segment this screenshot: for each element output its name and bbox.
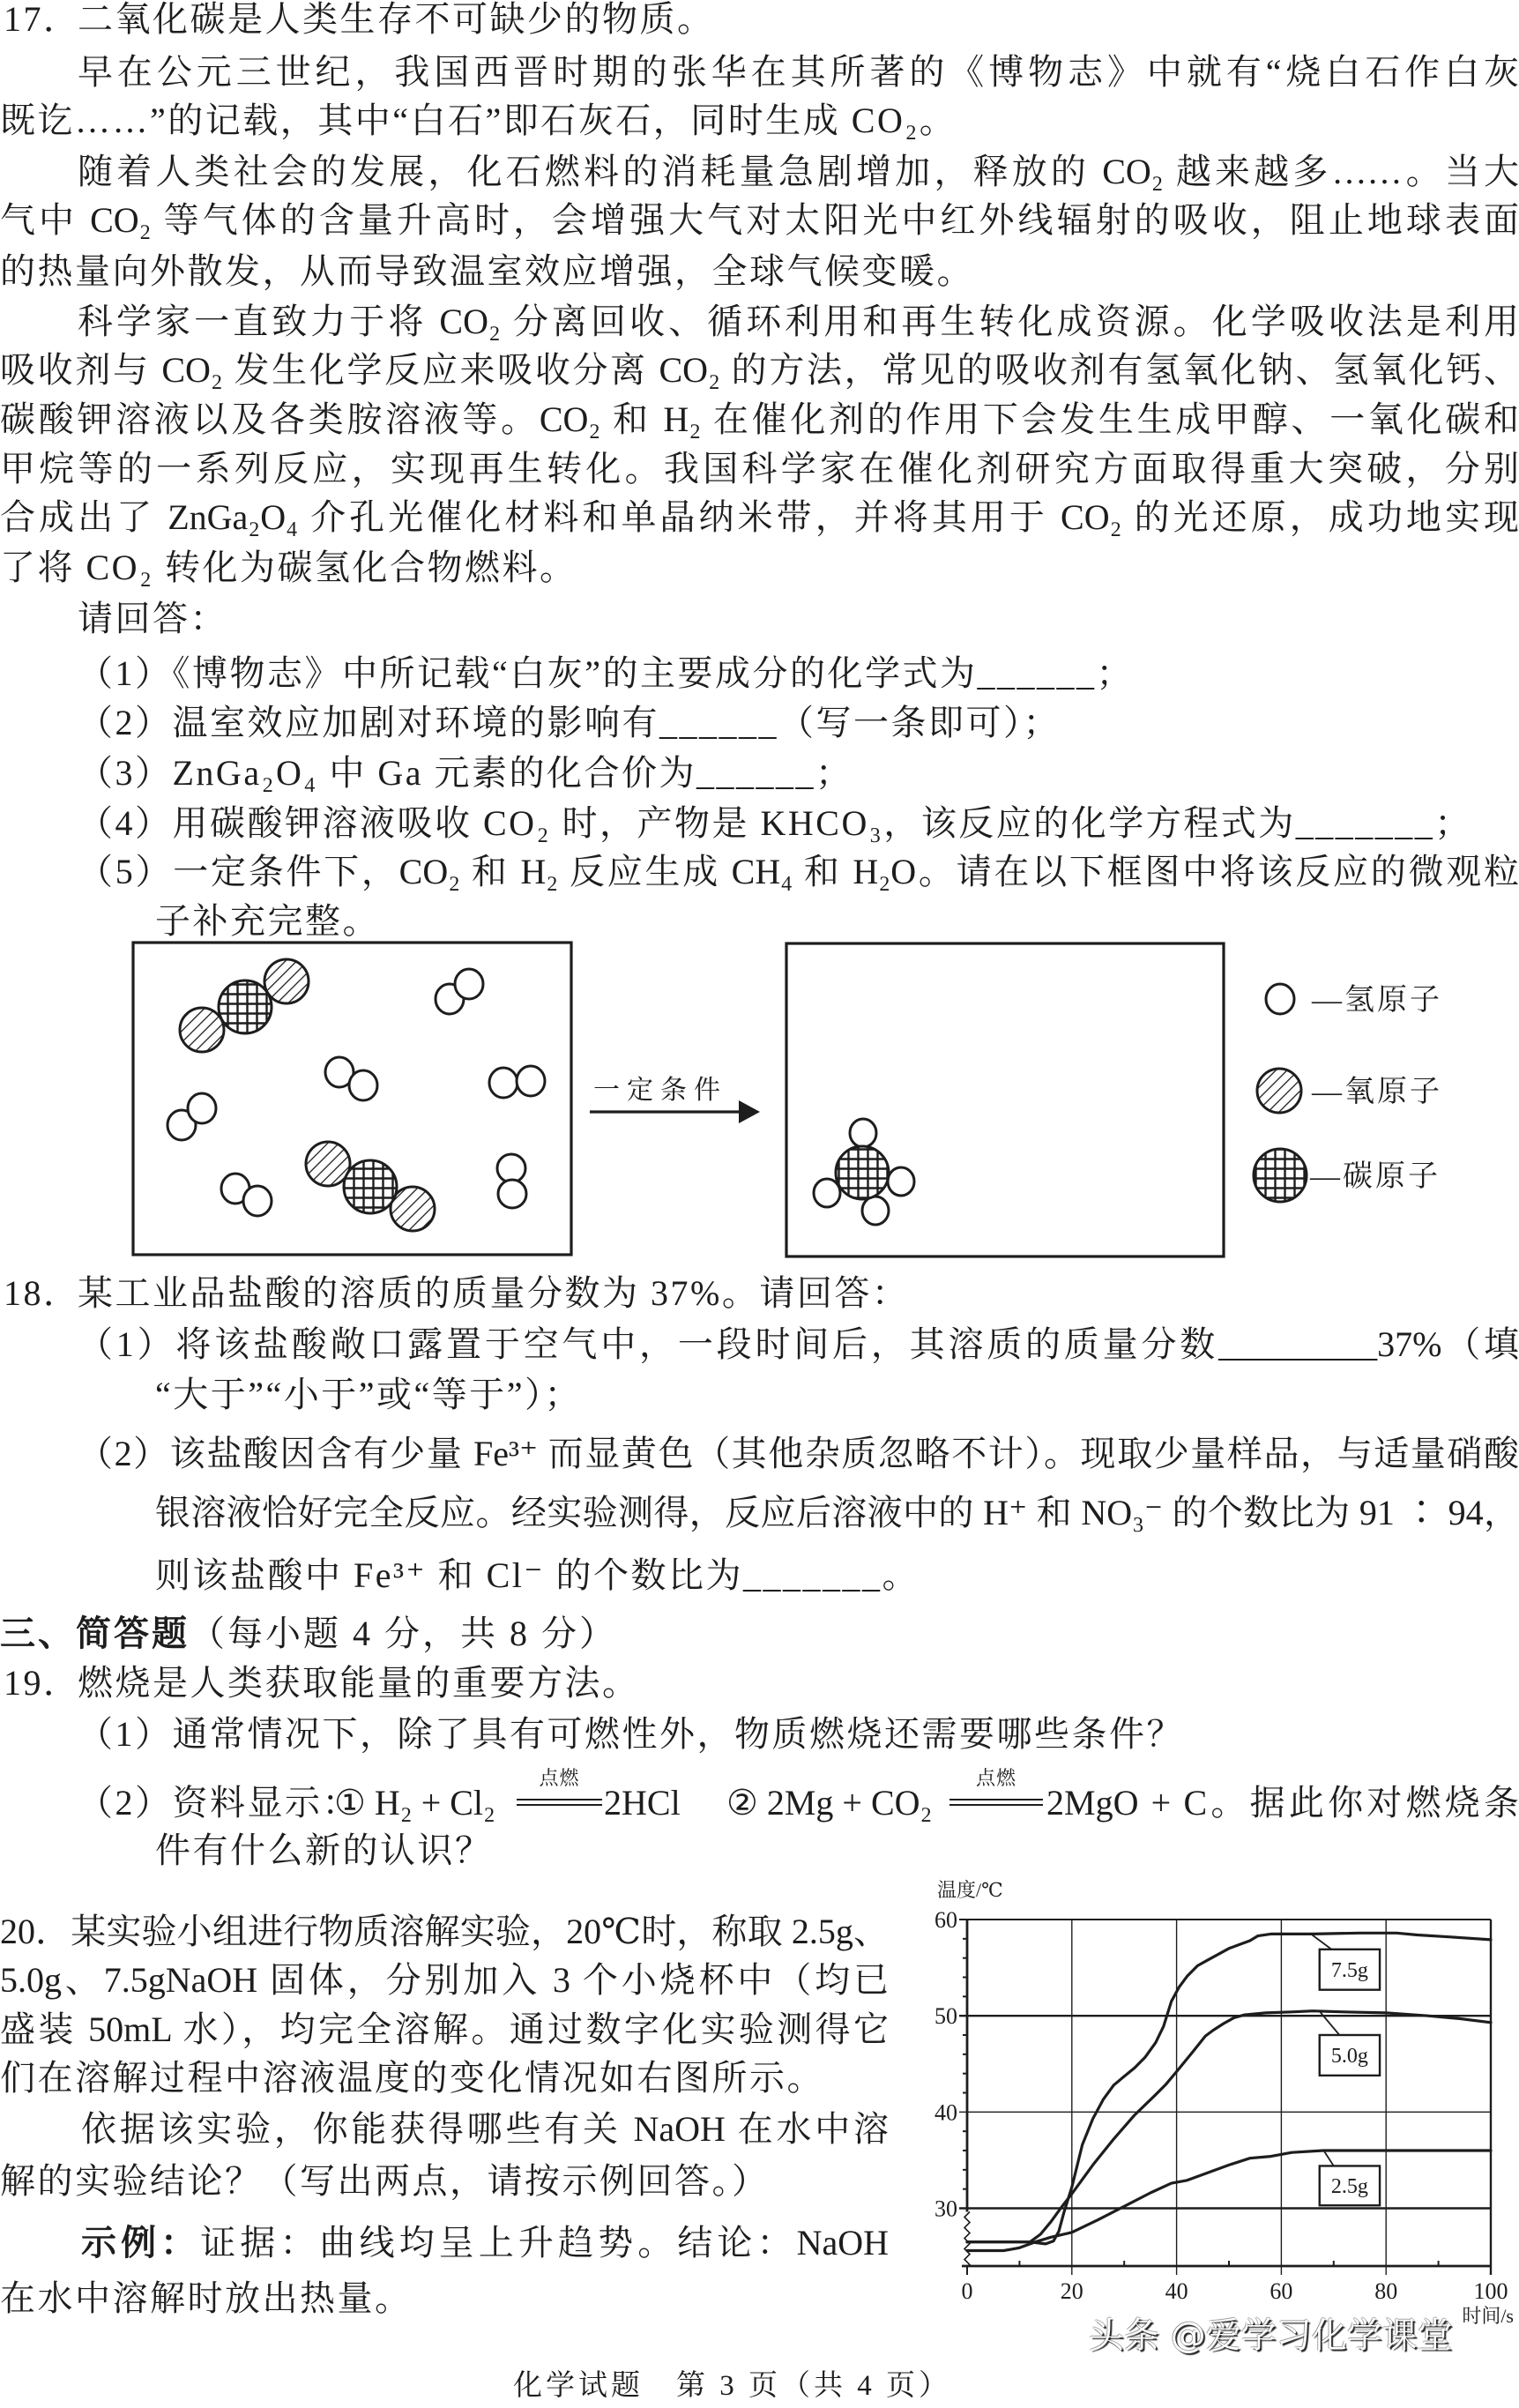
x-tick-label: 100 [1473,2278,1508,2304]
series-label: 2.5g [1330,2174,1368,2198]
temperature-chart [908,1860,1519,2341]
q18-title: 某工业品盐酸的溶质的质量分数为 37%。请回答： [78,1273,910,1313]
co2-molecule [180,959,309,1052]
q19-sub-1: （1）通常情况下，除了具有可燃性外，物质燃烧还需要哪些条件？ [78,1714,1184,1754]
carbon-atom-icon [1254,1149,1307,1202]
q19-sub-2-intro: （2）资料显示： [78,1783,360,1823]
condition-label: 点燃 [975,1767,1016,1789]
x-tick-label: 0 [961,2278,973,2304]
section-heading [0,1612,617,1656]
q20-example-continued: 在水中溶解时放出热量。 [0,2278,413,2318]
q17-passage-line: 随着人类社会的发展，化石燃料的消耗量急剧增加，释放的 CO₂ 越来越多……。当大 [78,152,1519,191]
double-equals-sign [517,1799,602,1806]
y-axis-break-icon [964,2212,970,2267]
q18-sub-2-continued: 银溶液恰好完全反应。经实验测得，反应后溶液中的 H⁺ 和 NO₃⁻ 的个数比为 91 ∶ 94， [155,1493,1519,1532]
q20-line: 们在溶解过程中溶液温度的变化情况如右图所示。 [0,2058,824,2098]
hydrogen-atom-icon [455,969,483,999]
x-tick-label: 80 [1374,2278,1398,2304]
hydrogen-atom-icon [243,1186,272,1216]
q20-text: 某实验小组进行物质溶解实验，20℃时，称取 2.5g、 [71,1912,889,1951]
q18-sub-1-continued: “大于”“小于”或“等于”）； [155,1375,583,1414]
section-label: 三、简答题 [0,1614,190,1654]
q20-line: 依据该实验，你能获得哪些有关 NaOH 在水中溶 [81,2109,889,2149]
q17-title: 二氧化碳是人类生存不可缺少的物质。 [78,0,715,39]
equation-2-products: 2MgO + C。据此你对燃烧条 [1046,1783,1519,1823]
legend-label-hydrogen: —氢原子 [1312,984,1442,1017]
hydrogen-atom-icon [517,1066,545,1096]
series-line-7.5g [967,1933,1491,2244]
q17-sub-3: （3）ZnGa₂O₄ 中 Ga 元素的化合价为______； [78,753,853,793]
q18-sub-1: （1）将该盐酸敞口露置于空气中，一段时间后，其溶质的质量分数_________37%（填 [78,1324,1519,1364]
page-footer: 化学试题 第 3 页（共 4 页） [513,2370,951,2402]
h2-molecule [489,1066,545,1098]
q20-example [81,2221,889,2265]
watermark: 头条 @爱学习化学课堂 [1089,2315,1453,2356]
q20-number: 20． [0,1912,71,1951]
q17-prompt: 请回答： [78,599,227,638]
x-tick-label: 20 [1060,2278,1083,2304]
hydrogen-atom-icon [188,1093,216,1123]
q17-passage-line: 既讫……”的记载，其中“白石”即石灰石，同时生成 CO₂。 [0,101,957,140]
q17-passage-line: 甲烷等的一系列反应，实现再生转化。我国科学家在催化剂研究方面取得重大突破，分别 [0,449,1519,488]
q17-number: 17． [4,0,81,39]
q18-number: 18． [4,1273,81,1313]
q17-passage-line: 气中 CO₂ 等气体的含量升高时，会增强大气对太阳光中红外线辐射的吸收，阻止地球表面 [0,200,1519,240]
hydrogen-atom-icon [497,1154,525,1182]
label-leader-line [1324,2151,1334,2166]
double-equals-sign [949,1799,1043,1806]
q17-passage-line: 吸收剂与 CO₂ 发生化学反应来吸收分离 CO₂ 的方法，常见的吸收剂有氢氧化钠、氢氧化钙、 [0,350,1519,390]
oxygen-atom-icon [180,1008,224,1052]
co2-molecule [306,1142,435,1231]
example-text: 证据：曲线均呈上升趋势。结论：NaOH [200,2223,889,2263]
arrow-condition-label: 一定条件 [593,1076,727,1105]
label-leader-line [1312,1935,1331,1949]
q19-number: 19． [4,1663,81,1703]
x-axis-title: 时间/s [1462,2305,1514,2327]
carbon-atom-icon [836,1146,889,1199]
hydrogen-atom-icon [1266,984,1294,1014]
q17-sub-2: （2）温室效应加剧对环境的影响有______（写一条即可）； [78,703,1061,742]
q17-passage-line: 了将 CO₂ 转化为碳氢化合物燃料。 [0,548,577,587]
q17-sub-5: （5）一定条件下，CO₂ 和 H₂ 反应生成 CH₄ 和 H₂O。请在以下框图中将该反应的微观粒 [78,852,1519,891]
series-label: 5.0g [1330,2044,1368,2068]
q17-passage-line: 合成出了 ZnGa₂O₄ 介孔光催化材料和单晶纳米带，并将其用于 CO₂ 的光还原，成功地实现 [0,497,1519,537]
carbon-atom-icon [219,980,272,1033]
y-tick-label: 60 [934,1907,957,1933]
particle-diagram [123,935,1519,1270]
h2-molecule [168,1093,216,1140]
q20-line: 解的实验结论？（写出两点，请按示例回答。） [0,2161,770,2201]
legend-label-carbon: —碳原子 [1310,1160,1441,1193]
q17-passage-line: 科学家一直致力于将 CO₂ 分离回收、循环利用和再生转化成资源。化学吸收法是利用 [78,302,1519,341]
hydrogen-atom-icon [850,1119,876,1147]
q20-line [0,1910,889,1954]
equation-2-reactants: ② 2Mg + CO₂ [726,1783,933,1823]
legend-label-oxygen: —氧原子 [1312,1076,1442,1108]
x-tick-label: 40 [1165,2278,1188,2304]
hydrogen-atom-icon [862,1197,889,1225]
q19-sub-2-continued: 件有什么新的认识？ [155,1830,493,1870]
q17-passage-line: 碳酸钾溶液以及各类胺溶液等。CO₂ 和 H₂ 在催化剂的作用下会发生生成甲醇、一氧化碳和 [0,399,1519,439]
equation-1-products: 2HCl [604,1783,681,1823]
q17-passage-line: 早在公元三世纪，我国西晋时期的张华在其所著的《博物志》中就有“烧白石作白灰 [78,52,1519,92]
h2-molecule [325,1057,377,1100]
series-line-2.5g [967,2151,1491,2251]
hydrogen-atom-icon [489,1068,518,1098]
y-tick-label: 50 [934,2003,957,2030]
q18-sub-2: （2）该盐酸因含有少量 Fe³⁺ 而显黄色（其他杂质忽略不计）。现取少量样品，与适量硝酸 [78,1434,1519,1473]
oxygen-atom-icon [1257,1069,1301,1113]
equation-2-condition [949,1768,1043,1812]
q20-line: 5.0g、7.5gNaOH 固体，分别加入 3 个小烧杯中（均已 [0,1960,889,2000]
y-axis-title: 温度/℃ [937,1879,1003,1901]
series-label: 7.5g [1330,1958,1368,1982]
q17-sub-1: （1）《博物志》中所记载“白灰”的主要成分的化学式为______； [78,653,1135,693]
oxygen-atom-icon [264,959,309,1003]
oxygen-atom-icon [306,1142,350,1186]
products-box [786,943,1224,1256]
hydrogen-atom-icon [498,1180,526,1208]
hydrogen-atom-icon [814,1179,840,1207]
q17-sub-5-continued: 子补充完整。 [155,901,380,941]
q17-sub-4: （4）用碳酸钾溶液吸收 CO₂ 时，产物是 KHCO₃，该反应的化学方程式为_______； [78,803,1472,843]
carbon-atom-icon [344,1160,397,1213]
hydrogen-atom-icon [349,1070,377,1100]
condition-label: 点燃 [539,1767,580,1789]
y-tick-label: 40 [934,2099,957,2126]
h2-molecule [436,969,483,1014]
hydrogen-atom-icon [888,1167,914,1196]
section-note: （每小题 4 分，共 8 分） [190,1614,617,1653]
ch4-molecule [814,1119,914,1225]
y-tick-label: 30 [934,2196,957,2222]
legend [1254,984,1442,1202]
example-label: 示例： [81,2223,201,2263]
q18-sub-2-continued: 则该盐酸中 Fe³⁺ 和 Cl⁻ 的个数比为_______。 [155,1555,920,1595]
q19-title: 燃烧是人类获取能量的重要方法。 [78,1663,640,1703]
q17-passage-line: 的热量向外散发，从而导致温室效应增强，全球气候变暖。 [0,251,974,291]
equation-1-reactants: ① H₂ + Cl₂ [334,1783,495,1823]
x-tick-label: 60 [1270,2278,1293,2304]
equation-1-condition [517,1768,602,1812]
h2-molecule [221,1174,272,1216]
q20-line: 盛装 50mL 水），均完全溶解。通过数字化实验测得它 [0,2009,889,2049]
h2-molecule [497,1154,526,1208]
